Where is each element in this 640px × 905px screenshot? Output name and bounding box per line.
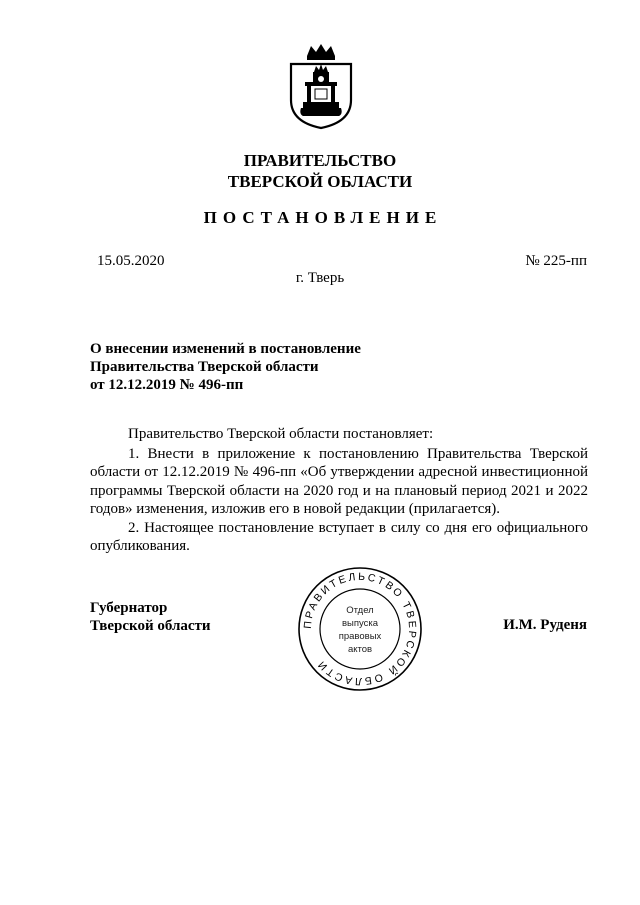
signer-title bbox=[90, 599, 211, 635]
body-item-2: 2. Настоящее постановление вступает в силу со дня его официального опубликования. bbox=[90, 519, 588, 554]
body-preamble: Правительство Тверской области постановляет: bbox=[128, 426, 434, 442]
stamp-inner-line4: актов bbox=[347, 644, 373, 655]
stamp-ring-text: ПРАВИТЕЛЬСТВО ТВЕРСКОЙ ОБЛАСТИ bbox=[301, 570, 419, 688]
document-body bbox=[90, 425, 588, 556]
stamp-inner-line3: правовых bbox=[338, 631, 382, 642]
signer-title-line2: Тверской области bbox=[90, 618, 211, 634]
signer-name: И.М. Руденя bbox=[503, 617, 587, 633]
government-title-line2: ТВЕРСКОЙ ОБЛАСТИ bbox=[227, 172, 413, 191]
body-item-1: 1. Внести в приложение к постановлению Правительства Тверской области от 12.12.2019 № 496-пп «Об утверждении адресной инвестиционной программы Тверской области на 2020 год и на плановый период 2021 и 2022 годов» изменения, изложив его в новой редакции (прилагается). bbox=[90, 445, 588, 517]
government-title bbox=[0, 150, 640, 192]
document-type: ПОСТАНОВЛЕНИЕ bbox=[203, 208, 443, 227]
signer-title-line1: Губернатор bbox=[90, 600, 168, 616]
document-subject bbox=[90, 340, 410, 394]
tver-coat-of-arms-icon bbox=[285, 42, 357, 130]
subject-line2: Правительства Тверской области bbox=[90, 359, 319, 375]
document-number: № 225-пп bbox=[525, 253, 587, 269]
official-stamp bbox=[297, 566, 423, 692]
stamp-inner-line1: Отдел bbox=[346, 605, 374, 616]
subject-line1: О внесении изменений в постановление bbox=[90, 341, 361, 357]
stamp-inner-line2: выпуска bbox=[341, 618, 379, 629]
document-city: г. Тверь bbox=[295, 270, 345, 286]
subject-line3: от 12.12.2019 № 496-пп bbox=[90, 377, 244, 393]
svg-text:ПРАВИТЕЛЬСТВО ТВЕРСКОЙ ОБЛАСТИ bbox=[302, 571, 418, 687]
government-title-line1: ПРАВИТЕЛЬСТВО bbox=[243, 151, 397, 170]
document-date: 15.05.2020 bbox=[97, 253, 165, 269]
